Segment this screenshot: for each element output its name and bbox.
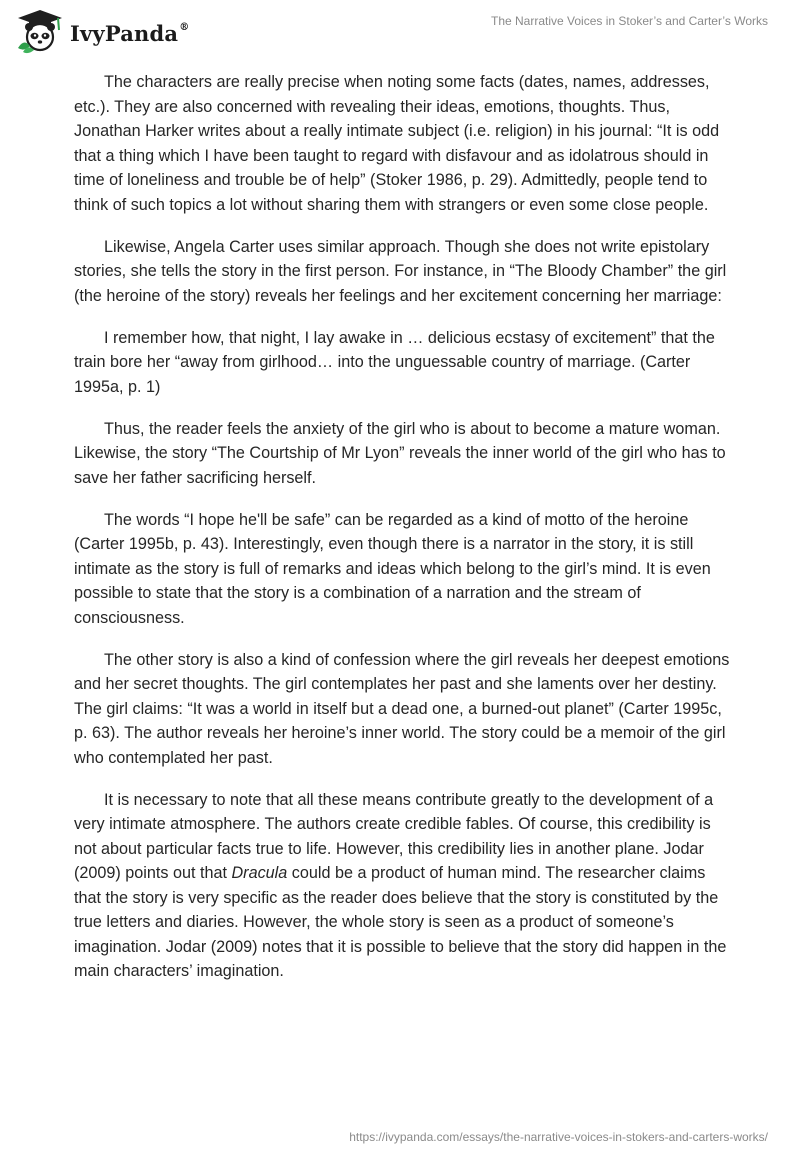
source-url[interactable]: https://ivypanda.com/essays/the-narrative-voices-in-stokers-and-carters-works/: [349, 1130, 768, 1144]
paragraph-2: Likewise, Angela Carter uses similar approach. Though she does not write epistolary stories, she tells the story in the first person. For instance, in “The Bloody Chamber” the girl (the heroine of the story) reveals her feelings and her excitement concerning her marriage:: [74, 237, 727, 305]
paragraph-7-before: It is necessary to note that all these means contribute greatly to the development of a very intimate atmosphere. The authors create credible fables. Of course, this credibility is not about particular facts true to life. However, this credibility lies in another plane. Jodar (2009) points out that: [74, 790, 714, 882]
panda-graduate-icon: [14, 8, 66, 54]
essay-body: [74, 70, 734, 1001]
ivypanda-logo[interactable]: [14, 8, 189, 54]
paragraph-1: The characters are really precise when noting some facts (dates, names, addresses, etc.). They are also concerned with revealing their ideas, emotions, thoughts. Thus, Jonathan Harker writes about a really intimate subject (i.e. religion) in his journal: “It is odd that a thing which I have been taught to regard with disfavour and as idolatrous should in time of loneliness and trouble be of help” (Stoker 1986, p. 29). Admittedly, people tend to think of such topics a lot without sharing them with strangers or even some close people.: [74, 73, 720, 214]
dracula-title: Dracula: [231, 864, 288, 882]
paragraph-6: The other story is also a kind of confession where the girl reveals her deepest emotions and her secret thoughts. The girl contemplates her past and she laments over her destiny. The girl claims: “It was a world in itself but a dead one, a burned-out planet” (Carter 1995c, p. 63). The author reveals her heroine’s inner world. The story could be a memoir of the girl who contemplated her past.: [74, 650, 730, 767]
brand-name: IvyPanda®: [70, 20, 190, 46]
paragraph-4: Thus, the reader feels the anxiety of the girl who is about to become a mature woman. Likewise, the story “The Courtship of Mr Lyon” reveals the inner world of the girl who has to save her father sacrificing herself.: [74, 419, 726, 487]
paragraph-5: The words “I hope he'll be safe” can be regarded as a kind of motto of the heroine (Carter 1995b, p. 43). Interestingly, even though there is a narrator in the story, it is still intimate as the story is full of remarks and ideas which belong to the girl’s mind. It is even possible to state that the story is a combination of a narration and the stream of consciousness.: [74, 510, 711, 627]
document-title: The Narrative Voices in Stoker’s and Carter’s Works: [490, 14, 768, 28]
paragraph-7: [74, 788, 734, 984]
page-header: [0, 0, 800, 60]
paragraph-7-after: could be a product of human mind. The researcher claims that the story is very specific as the reader does believe that the story is constituted by the true letters and diaries. However, the whole story is seen as a product of someone’s imagination. Jodar (2009) notes that it is possible to believe that the story did happen in the main characters’ imagination.: [74, 864, 727, 980]
registered-mark: ®: [179, 21, 190, 33]
paragraph-3-quote: I remember how, that night, I lay awake in … delicious ecstasy of excitement” that the train bore her “away from girlhood… into the unguessable country of marriage. (Carter 1995a, p. 1): [74, 328, 715, 396]
